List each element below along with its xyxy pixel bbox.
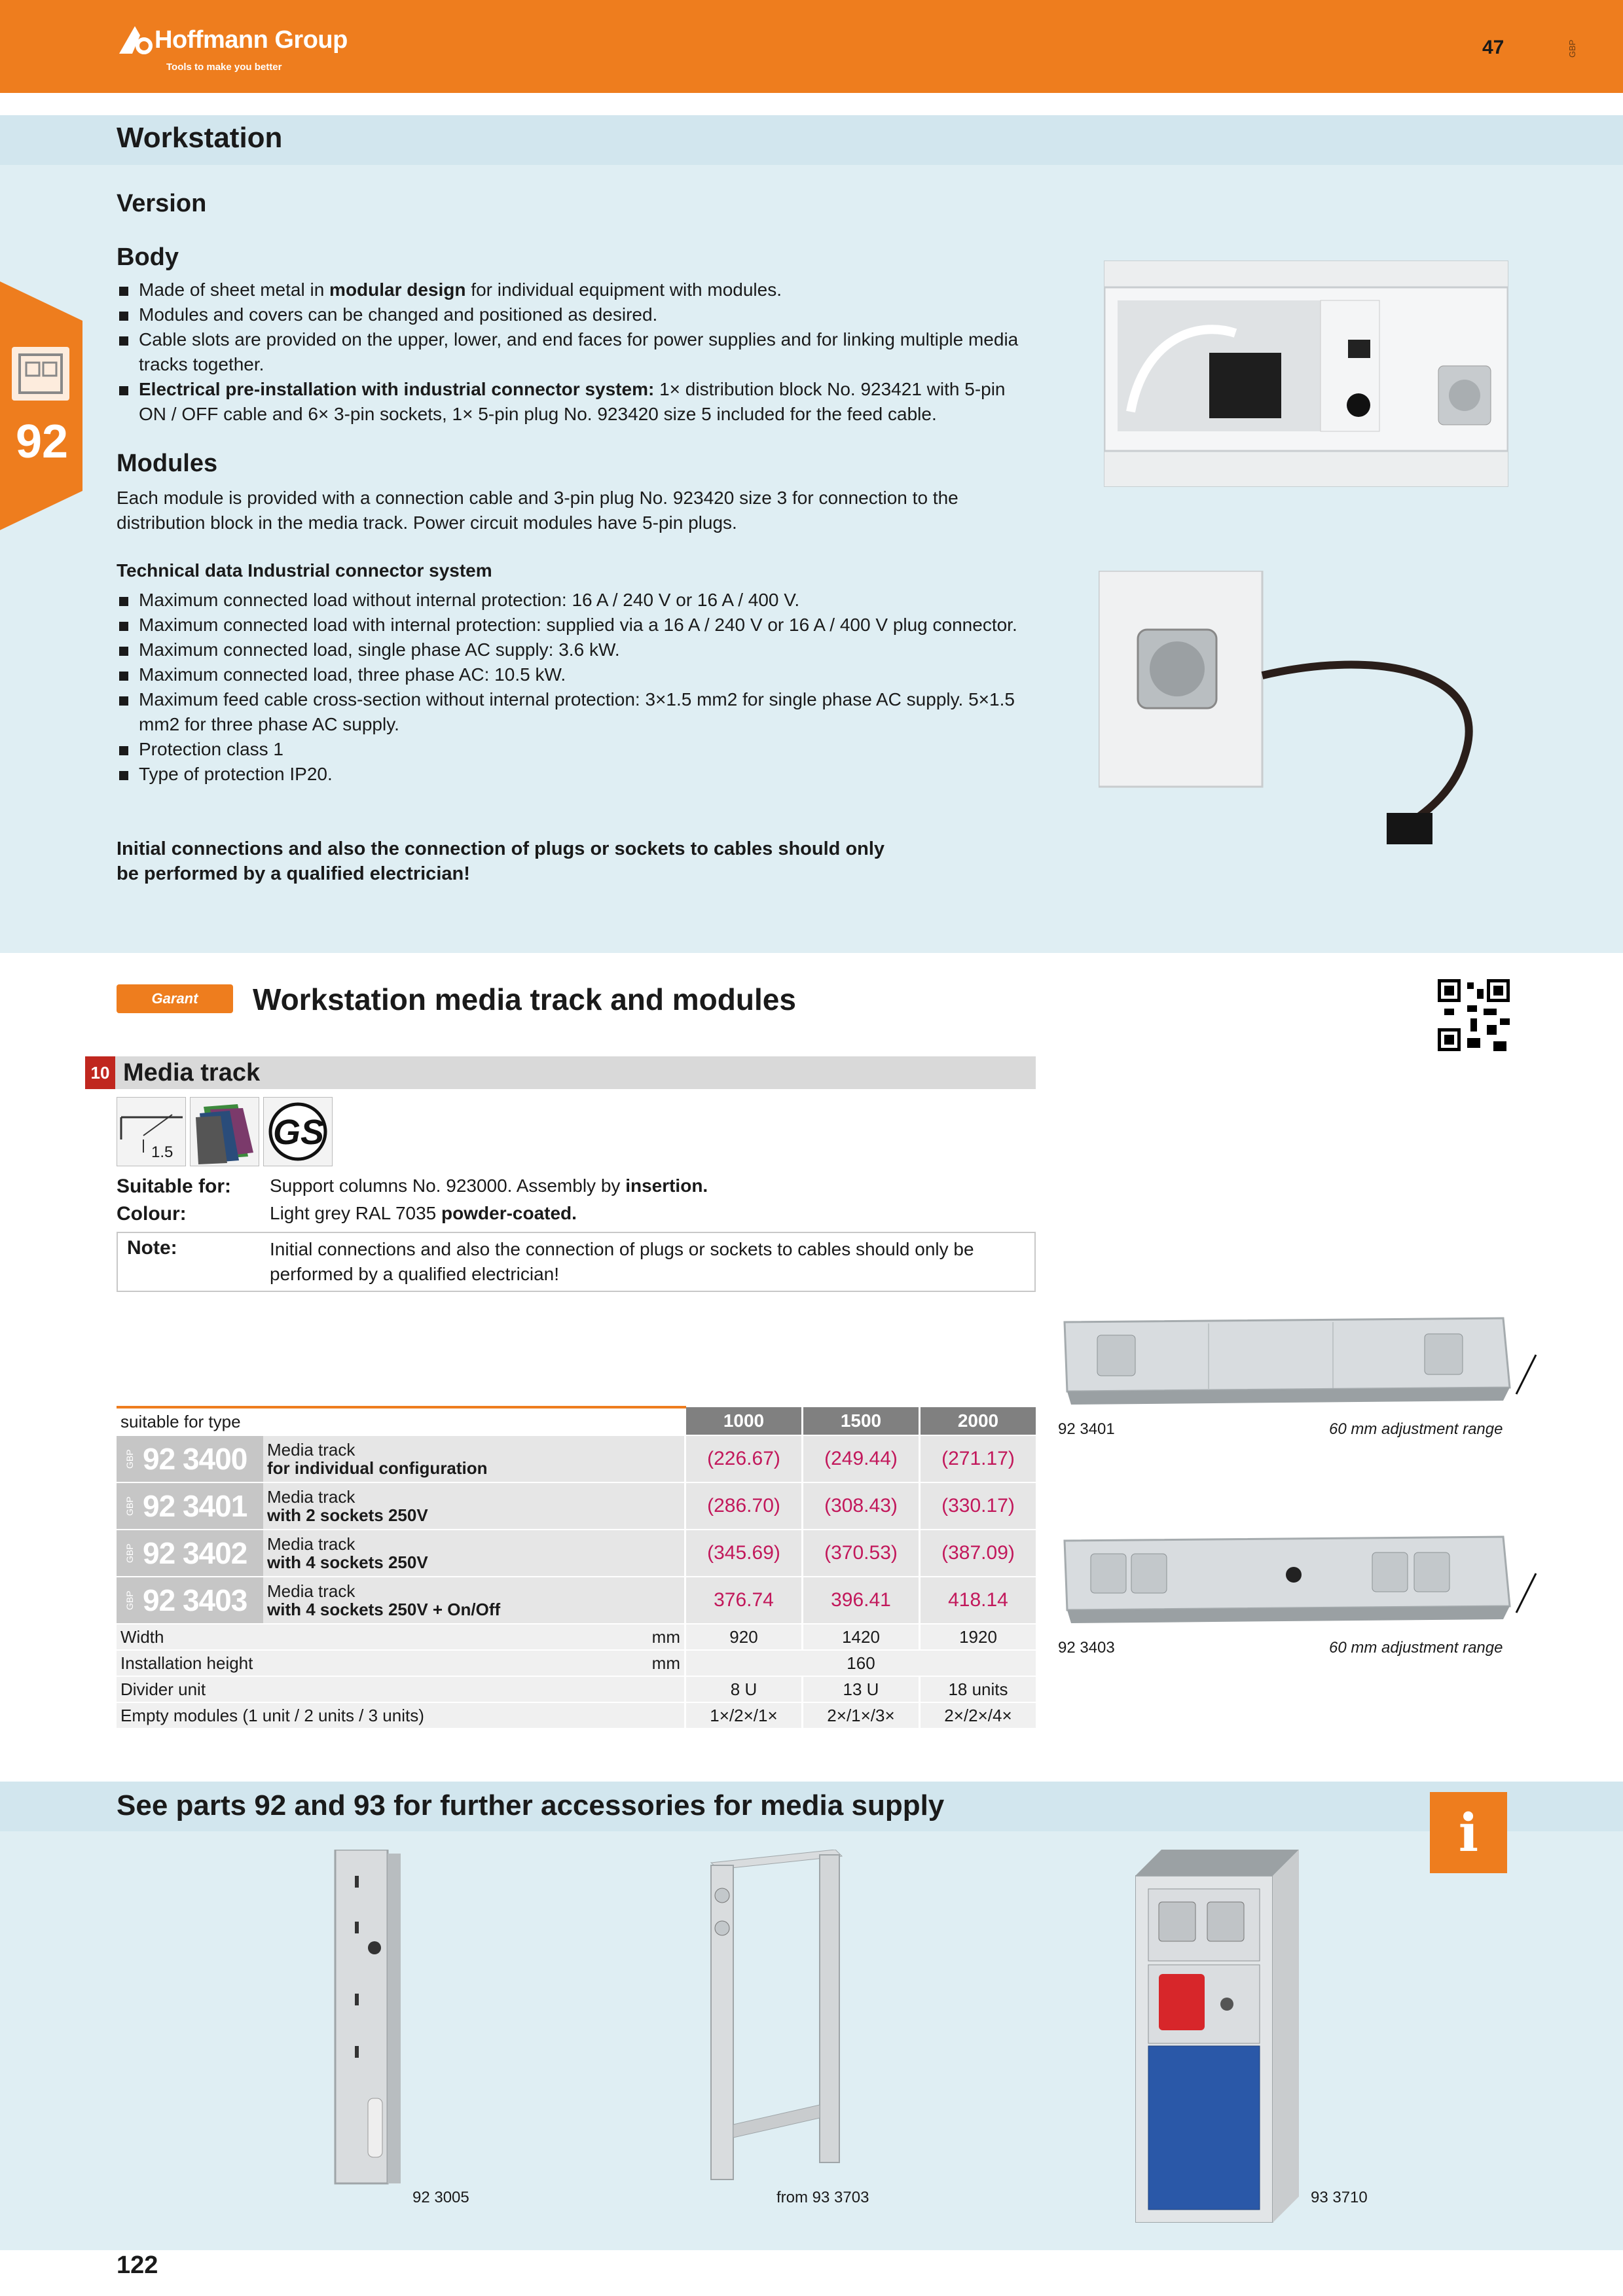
spec-label: Installation height: [117, 1650, 608, 1676]
price-cell: (308.43): [803, 1482, 920, 1530]
size-header: 2000: [920, 1407, 1036, 1435]
media-section-title: Workstation media track and modules: [253, 982, 796, 1016]
spec-value: 1×/2×/1×: [685, 1702, 803, 1729]
spec-unit: [608, 1676, 685, 1702]
electrician-warning: Initial connections and also the connection of plugs or sockets to cables should only be performed by a qualified electrician!: [117, 838, 885, 884]
price-cell: (226.67): [685, 1435, 803, 1482]
tech-bullet: Maximum connected load, three phase AC: 10.5 kW.: [117, 662, 1033, 687]
chapter-number: 92: [16, 416, 69, 468]
page-number: 122: [117, 2251, 158, 2279]
article-number-cell: GBP 92 3402: [117, 1530, 263, 1577]
suitable-value: Support columns No. 923000. Assembly by insertion.: [270, 1175, 708, 1196]
hoffmann-logo-icon: [117, 24, 153, 56]
brand-tagline: Tools to make you better: [166, 62, 282, 73]
media-track-2-sockets-photo: [1058, 1309, 1540, 1407]
table-row[interactable]: [117, 1530, 1036, 1577]
article-number-cell: GBP 92 3400: [117, 1435, 263, 1482]
table-row[interactable]: [117, 1435, 1036, 1482]
brand-name: Hoffmann Group: [155, 26, 348, 54]
spec-label: Empty modules (1 unit / 2 units / 3 units): [117, 1702, 608, 1729]
tech-bullet: Maximum connected load with internal protection: supplied via a 16 A / 240 V or 16 A / 400 V plug connector.: [117, 613, 1033, 637]
price-cell: (387.09): [920, 1530, 1036, 1577]
spec-value: 1920: [920, 1624, 1036, 1650]
spec-value: 920: [685, 1624, 803, 1650]
modules-text: Each module is provided with a connection cable and 3-pin plug No. 923420 size 3 for connection to the distribution block in the media track. Power circuit modules have 5-pin plugs.: [117, 488, 958, 533]
size-header: 1000: [685, 1407, 803, 1435]
spec-value: 18 units: [920, 1676, 1036, 1702]
price-cell: 396.41: [803, 1577, 920, 1624]
article-description: Media track with 4 sockets 250V: [263, 1530, 685, 1577]
spec-unit: [608, 1702, 685, 1729]
qr-code-icon[interactable]: [1438, 979, 1510, 1051]
article-description: Media track with 4 sockets 250V + On/Off: [263, 1577, 685, 1624]
body-bullet: Cable slots are provided on the upper, lower, and end faces for power supplies and for linking multiple media tracks together.: [117, 327, 1033, 377]
table-row[interactable]: [117, 1577, 1036, 1624]
tech-data-heading: Technical data Industrial connector system: [117, 560, 492, 581]
price-cell: (370.53): [803, 1530, 920, 1577]
info-icon: i: [1430, 1792, 1507, 1873]
product-image-number: 92 3401: [1058, 1420, 1115, 1438]
body-bullet: Modules and covers can be changed and positioned as desired.: [117, 302, 1033, 327]
frame-photo: [704, 1850, 848, 2183]
table-row[interactable]: [117, 1482, 1036, 1530]
colour-swatches-icon: [190, 1097, 259, 1166]
spec-value: 160: [685, 1650, 1036, 1676]
spec-label: Divider unit: [117, 1676, 608, 1702]
module-with-cable-photo: [1099, 571, 1507, 848]
price-cell: (249.44): [803, 1435, 920, 1482]
gs-certification-icon: [263, 1097, 333, 1166]
price-cell: (330.17): [920, 1482, 1036, 1530]
price-cell: (345.69): [685, 1530, 803, 1577]
body-bullet: Electrical pre-installation with industrial connector system: 1× distribution block No. 923421 with 5-pin ON / OFF cable and 6× 3-pin sockets, 1× 5-pin plug No. 923420 size 5 included for the feed cable.: [117, 377, 1033, 427]
modules-heading: Modules: [117, 450, 218, 477]
spec-value: 1420: [803, 1624, 920, 1650]
spec-row: [117, 1676, 1036, 1702]
media-column-photo: [1135, 1850, 1299, 2223]
body-heading: Body: [117, 243, 179, 271]
price-cell: (286.70): [685, 1482, 803, 1530]
spec-row: [117, 1650, 1036, 1676]
spec-unit: mm: [608, 1624, 685, 1650]
article-description: Media track for individual configuration: [263, 1435, 685, 1482]
note-text: Initial connections and also the connection of plugs or sockets to cables should only be performed by a qualified electrician!: [270, 1239, 974, 1284]
type-label: suitable for type: [117, 1407, 608, 1435]
item-number-badge: 10: [85, 1056, 115, 1089]
spec-value: 13 U: [803, 1676, 920, 1702]
spec-value: 2×/2×/4×: [920, 1702, 1036, 1729]
country-code: GBP: [1567, 39, 1577, 58]
distribution-block-photo: [1104, 260, 1508, 487]
spec-label: Width: [117, 1624, 608, 1650]
price-cell: 376.74: [685, 1577, 803, 1624]
product-image-number: 92 3403: [1058, 1639, 1115, 1657]
media-track-title: Media track: [123, 1059, 261, 1086]
tech-bullet: Protection class 1: [117, 737, 1033, 762]
colour-value: Light grey RAL 7035 powder-coated.: [270, 1203, 577, 1223]
colour-label: Colour:: [117, 1203, 187, 1225]
note-label: Note:: [127, 1237, 177, 1259]
spec-row: [117, 1702, 1036, 1729]
product-table: [117, 1406, 1036, 1729]
body-bullet-list: [117, 278, 1033, 427]
accessory-label: 93 3710: [1311, 2189, 1368, 2206]
tech-bullet: Maximum feed cable cross-section without internal protection: 3×1.5 mm2 for single phase AC supply. 5×1.5 mm2 for three phase AC supply.: [117, 687, 1033, 737]
size-header: 1500: [803, 1407, 920, 1435]
article-number-cell: GBP 92 3401: [117, 1482, 263, 1530]
garant-logo: Garant: [117, 984, 233, 1013]
catalogue-page-number: 47: [1482, 37, 1504, 58]
accessory-label: from 93 3703: [776, 2189, 869, 2206]
price-cell: 418.14: [920, 1577, 1036, 1624]
media-track-on-off-photo: [1058, 1528, 1540, 1626]
workstation-title: Workstation: [117, 122, 283, 154]
support-column-photo: [329, 1850, 407, 2190]
spec-value: 2×/1×/3×: [803, 1702, 920, 1729]
tech-bullet: Maximum connected load, single phase AC supply: 3.6 kW.: [117, 637, 1033, 662]
chapter-tab: [0, 281, 82, 530]
tech-bullet-list: [117, 588, 1033, 787]
thickness-label: 1.5: [151, 1143, 173, 1161]
body-bullet: Made of sheet metal in modular design for individual equipment with modules.: [117, 278, 1033, 302]
product-image-caption: 60 mm adjustment range: [1329, 1420, 1503, 1438]
spec-value: 8 U: [685, 1676, 803, 1702]
spec-row: [117, 1624, 1036, 1650]
accessory-label: 92 3005: [412, 2189, 469, 2206]
price-cell: (271.17): [920, 1435, 1036, 1482]
article-description: Media track with 2 sockets 250V: [263, 1482, 685, 1530]
table-header-row: [117, 1407, 1036, 1435]
tech-bullet: Maximum connected load without internal protection: 16 A / 240 V or 16 A / 400 V.: [117, 588, 1033, 613]
spec-unit: mm: [608, 1650, 685, 1676]
gs-label: GS: [273, 1113, 325, 1152]
sheet-thickness-icon: [117, 1097, 186, 1166]
article-number-cell: GBP 92 3403: [117, 1577, 263, 1624]
suitable-label: Suitable for:: [117, 1175, 232, 1197]
version-heading: Version: [117, 190, 207, 217]
product-image-caption: 60 mm adjustment range: [1329, 1639, 1503, 1657]
accessories-title: See parts 92 and 93 for further accessories for media supply: [117, 1789, 945, 1821]
tech-bullet: Type of protection IP20.: [117, 762, 1033, 787]
